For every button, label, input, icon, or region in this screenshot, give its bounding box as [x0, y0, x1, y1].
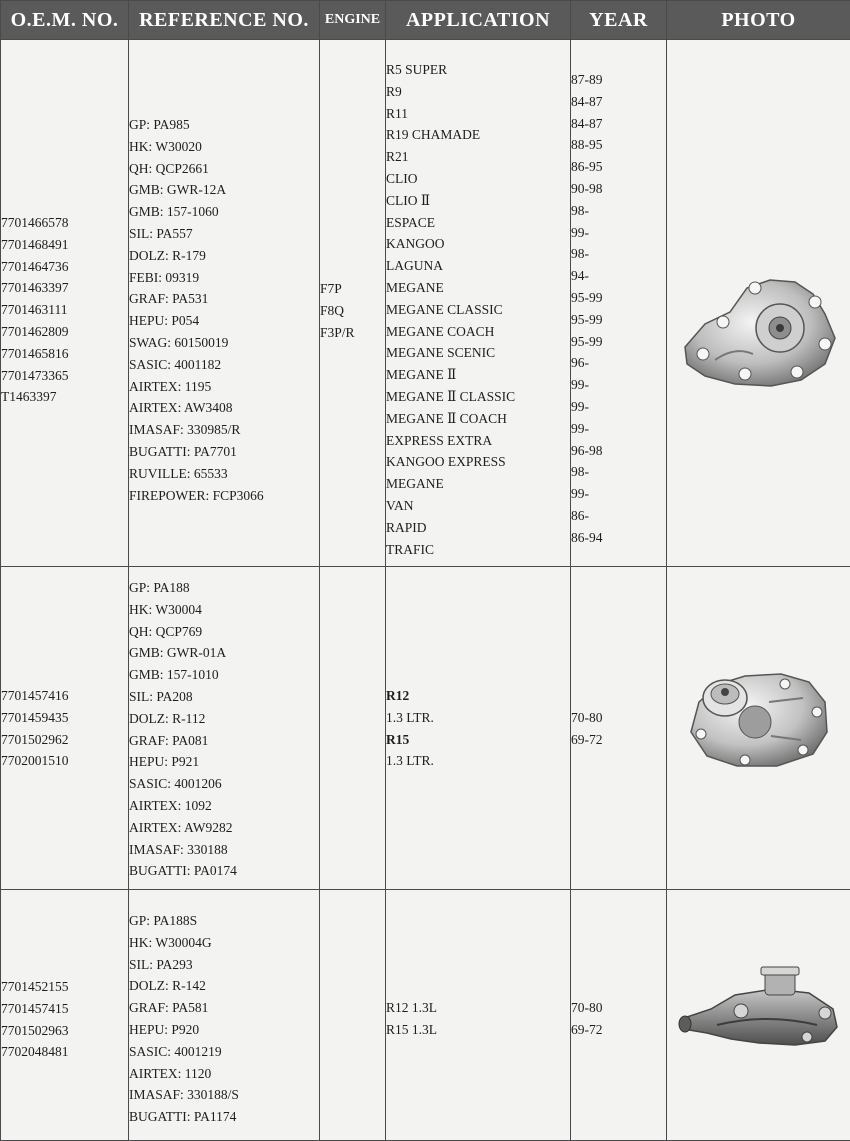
- list-item: 98-: [571, 461, 666, 483]
- list-item: R12: [386, 685, 570, 707]
- list-item: 94-: [571, 265, 666, 287]
- list-item: 1.3 LTR.: [386, 707, 570, 729]
- list-item: GRAF: PA581: [129, 997, 319, 1019]
- list-item: 7701502962: [1, 729, 128, 751]
- table-header-row: [1, 1, 850, 40]
- engine-cell: [320, 567, 386, 890]
- list-item: HK: W30004G: [129, 932, 319, 954]
- list-item: RUVILLE: 65533: [129, 463, 319, 485]
- list-item: 7701465816: [1, 343, 128, 365]
- reference-list: [129, 567, 319, 882]
- list-item: 88-95: [571, 134, 666, 156]
- list-item: 7702001510: [1, 750, 128, 772]
- list-item: F7P: [320, 278, 385, 300]
- engine-cell: [320, 40, 386, 567]
- list-item: 7701462809: [1, 321, 128, 343]
- list-item: HK: W30004: [129, 599, 319, 621]
- list-item: BUGATTI: PA7701: [129, 441, 319, 463]
- list-item: 99-: [571, 483, 666, 505]
- year-list: [571, 567, 666, 751]
- list-item: MEGANE SCENIC: [386, 342, 570, 364]
- list-item: GRAF: PA081: [129, 730, 319, 752]
- reference-cell: [129, 40, 320, 567]
- header-application: APPLICATION: [386, 1, 571, 40]
- list-item: DOLZ: R-142: [129, 975, 319, 997]
- list-item: GMB: GWR-01A: [129, 642, 319, 664]
- list-item: AIRTEX: AW3408: [129, 397, 319, 419]
- photo-cell: [667, 40, 850, 567]
- list-item: HEPU: P920: [129, 1019, 319, 1041]
- table-row: [1, 40, 850, 567]
- list-item: GRAF: PA531: [129, 288, 319, 310]
- list-item: MEGANE COACH: [386, 321, 570, 343]
- list-item: 98-: [571, 200, 666, 222]
- list-item: 7701463397: [1, 277, 128, 299]
- list-item: 7701463111: [1, 299, 128, 321]
- list-item: SIL: PA208: [129, 686, 319, 708]
- list-item: 86-95: [571, 156, 666, 178]
- list-item: QH: QCP2661: [129, 158, 319, 180]
- year-cell: [571, 567, 667, 890]
- water-pump-photo: [677, 965, 841, 1065]
- reference-list: [129, 40, 319, 506]
- list-item: 98-: [571, 243, 666, 265]
- list-item: HEPU: P921: [129, 751, 319, 773]
- application-cell: [386, 40, 571, 567]
- header-photo: PHOTO: [667, 1, 850, 40]
- header-oem-no: O.E.M. NO.: [1, 1, 129, 40]
- list-item: 7701468491: [1, 234, 128, 256]
- list-item: SASIC: 4001206: [129, 773, 319, 795]
- engine-cell: [320, 890, 386, 1141]
- list-item: GP: PA188S: [129, 910, 319, 932]
- list-item: 7701473365: [1, 365, 128, 387]
- list-item: 95-99: [571, 331, 666, 353]
- list-item: SASIC: 4001219: [129, 1041, 319, 1063]
- water-pump-photo: [685, 662, 833, 772]
- list-item: F3P/R: [320, 322, 385, 344]
- list-item: T1463397: [1, 386, 128, 408]
- list-item: MEGANE: [386, 473, 570, 495]
- list-item: 69-72: [571, 1019, 666, 1041]
- oem-cell: [1, 40, 129, 567]
- list-item: R5 SUPER: [386, 59, 570, 81]
- list-item: 70-80: [571, 997, 666, 1019]
- list-item: MEGANE Ⅱ CLASSIC: [386, 386, 570, 408]
- list-item: R15 1.3L: [386, 1019, 570, 1041]
- year-cell: [571, 40, 667, 567]
- list-item: 1.3 LTR.: [386, 750, 570, 772]
- list-item: RAPID: [386, 517, 570, 539]
- application-cell: [386, 567, 571, 890]
- list-item: AIRTEX: AW9282: [129, 817, 319, 839]
- list-item: GMB: GWR-12A: [129, 179, 319, 201]
- reference-cell: [129, 890, 320, 1141]
- list-item: 99-: [571, 418, 666, 440]
- list-item: SWAG: 60150019: [129, 332, 319, 354]
- list-item: EXPRESS EXTRA: [386, 430, 570, 452]
- list-item: CLIO Ⅱ: [386, 190, 570, 212]
- application-list: [386, 40, 570, 560]
- list-item: 70-80: [571, 707, 666, 729]
- list-item: IMASAF: 330188: [129, 839, 319, 861]
- list-item: 86-: [571, 505, 666, 527]
- list-item: 84-87: [571, 91, 666, 113]
- list-item: BUGATTI: PA0174: [129, 860, 319, 882]
- oem-list: [1, 40, 128, 408]
- list-item: MEGANE Ⅱ COACH: [386, 408, 570, 430]
- header-engine: ENGINE: [320, 1, 386, 40]
- year-cell: [571, 890, 667, 1141]
- list-item: SIL: PA293: [129, 954, 319, 976]
- list-item: R12 1.3L: [386, 997, 570, 1019]
- list-item: 7701502963: [1, 1020, 128, 1042]
- list-item: 84-87: [571, 113, 666, 135]
- reference-cell: [129, 567, 320, 890]
- list-item: SASIC: 4001182: [129, 354, 319, 376]
- table-row: [1, 567, 850, 890]
- water-pump-photo: [675, 262, 841, 397]
- list-item: 7701459435: [1, 707, 128, 729]
- list-item: QH: QCP769: [129, 621, 319, 643]
- year-list: [571, 890, 666, 1041]
- oem-list: [1, 890, 128, 1063]
- list-item: 99-: [571, 222, 666, 244]
- list-item: KANGOO EXPRESS: [386, 451, 570, 473]
- list-item: FEBI: 09319: [129, 267, 319, 289]
- engine-list: [320, 40, 385, 343]
- list-item: VAN: [386, 495, 570, 517]
- table-row: [1, 890, 850, 1141]
- list-item: 86-94: [571, 527, 666, 549]
- application-list: [386, 890, 570, 1041]
- list-item: 7701457416: [1, 685, 128, 707]
- list-item: GP: PA985: [129, 114, 319, 136]
- list-item: ESPACE: [386, 212, 570, 234]
- list-item: 7701466578: [1, 212, 128, 234]
- list-item: 99-: [571, 374, 666, 396]
- oem-cell: [1, 890, 129, 1141]
- list-item: BUGATTI: PA1174: [129, 1106, 319, 1128]
- list-item: IMASAF: 330188/S: [129, 1084, 319, 1106]
- list-item: FIREPOWER: FCP3066: [129, 485, 319, 507]
- list-item: HK: W30020: [129, 136, 319, 158]
- list-item: 95-99: [571, 309, 666, 331]
- list-item: R21: [386, 146, 570, 168]
- list-item: GMB: 157-1010: [129, 664, 319, 686]
- list-item: MEGANE Ⅱ: [386, 364, 570, 386]
- list-item: DOLZ: R-112: [129, 708, 319, 730]
- oem-list: [1, 567, 128, 772]
- list-item: GMB: 157-1060: [129, 201, 319, 223]
- list-item: 69-72: [571, 729, 666, 751]
- list-item: DOLZ: R-179: [129, 245, 319, 267]
- list-item: SIL: PA557: [129, 223, 319, 245]
- list-item: AIRTEX: 1092: [129, 795, 319, 817]
- list-item: 96-: [571, 352, 666, 374]
- list-item: HEPU: P054: [129, 310, 319, 332]
- list-item: R11: [386, 103, 570, 125]
- list-item: 96-98: [571, 440, 666, 462]
- list-item: F8Q: [320, 300, 385, 322]
- list-item: AIRTEX: 1195: [129, 376, 319, 398]
- list-item: AIRTEX: 1120: [129, 1063, 319, 1085]
- header-year: YEAR: [571, 1, 667, 40]
- list-item: 99-: [571, 396, 666, 418]
- list-item: 7701452155: [1, 976, 128, 998]
- list-item: 7702048481: [1, 1041, 128, 1063]
- list-item: KANGOO: [386, 233, 570, 255]
- list-item: R9: [386, 81, 570, 103]
- list-item: R19 CHAMADE: [386, 124, 570, 146]
- list-item: TRAFIC: [386, 539, 570, 561]
- list-item: 7701457415: [1, 998, 128, 1020]
- reference-list: [129, 890, 319, 1128]
- list-item: CLIO: [386, 168, 570, 190]
- list-item: MEGANE CLASSIC: [386, 299, 570, 321]
- list-item: R15: [386, 729, 570, 751]
- list-item: 90-98: [571, 178, 666, 200]
- photo-cell: [667, 890, 850, 1141]
- list-item: 95-99: [571, 287, 666, 309]
- header-reference-no: REFERENCE NO.: [129, 1, 320, 40]
- list-item: GP: PA188: [129, 577, 319, 599]
- oem-cell: [1, 567, 129, 890]
- list-item: LAGUNA: [386, 255, 570, 277]
- list-item: MEGANE: [386, 277, 570, 299]
- application-cell: [386, 890, 571, 1141]
- list-item: 7701464736: [1, 256, 128, 278]
- list-item: IMASAF: 330985/R: [129, 419, 319, 441]
- application-list: [386, 567, 570, 772]
- year-list: [571, 40, 666, 549]
- list-item: 87-89: [571, 69, 666, 91]
- photo-cell: [667, 567, 850, 890]
